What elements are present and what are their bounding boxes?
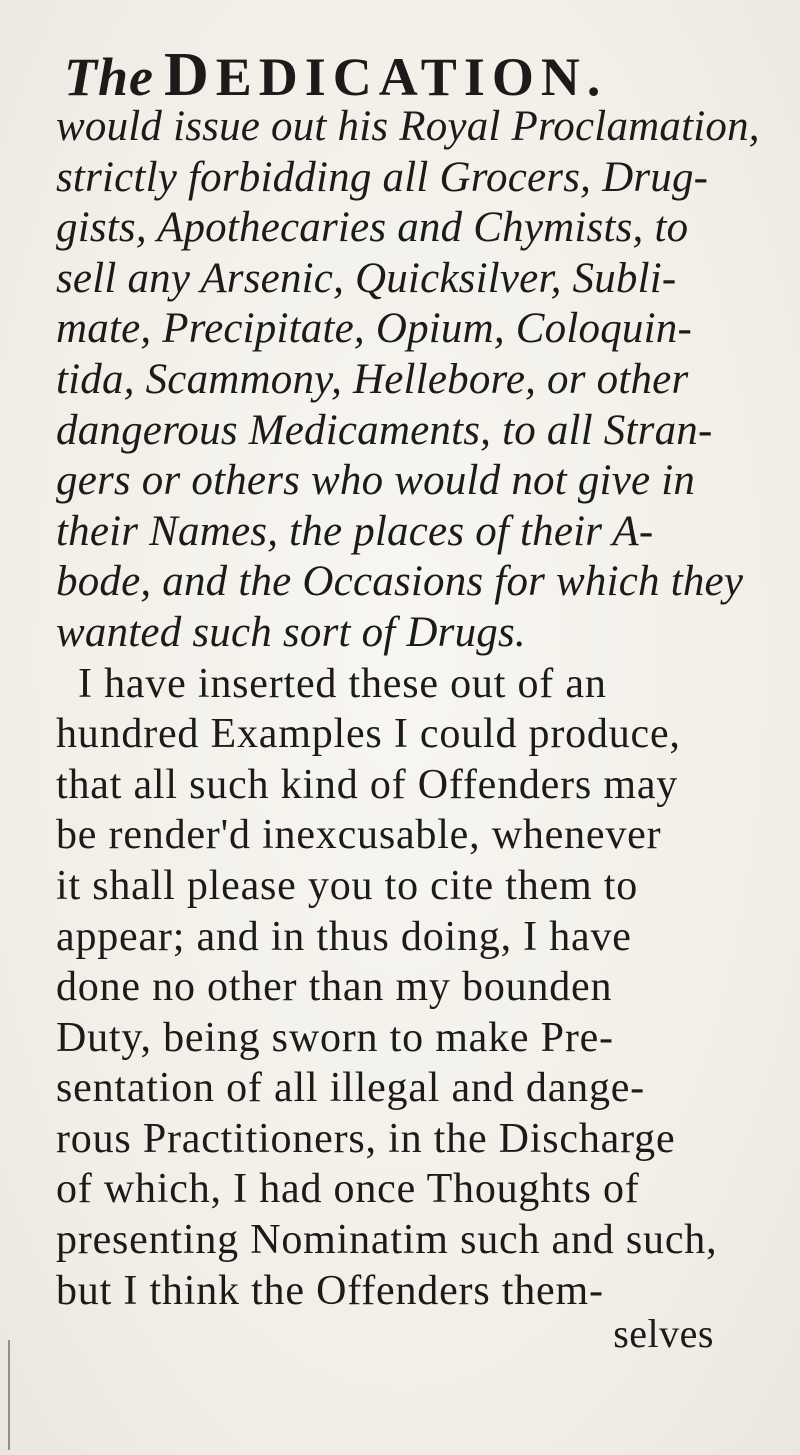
binding-edge-line	[8, 1340, 10, 1450]
text-line: of which, I had once Thoughts of	[56, 1166, 640, 1213]
text-line: their Names, the places of their A-	[56, 507, 654, 555]
text-line: Duty, being sworn to make Pre-	[56, 1014, 614, 1061]
text-line: strictly forbidding all Grocers, Drug-	[56, 153, 709, 201]
text-line: dangerous Medicaments, to all Stran-	[56, 406, 713, 454]
text-line: gists, Apothecaries and Chymists, to	[56, 204, 689, 252]
text-line: be render'd inexcusable, whenever	[56, 812, 662, 859]
text-line: done no other than my bounden	[56, 964, 613, 1011]
text-line: that all such kind of Offenders may	[56, 761, 679, 808]
text-line: sell any Arsenic, Quicksilver, Subli-	[56, 254, 677, 302]
text-line: but I think the Offenders them-	[56, 1267, 604, 1314]
catchword: selves	[613, 1311, 714, 1356]
text-line: gers or others who would not give in	[56, 457, 696, 505]
body-text	[56, 102, 760, 1316]
text-line: would issue out his Royal Proclamation,	[56, 103, 760, 150]
text-line: tida, Scammony, Hellebore, or other	[56, 355, 689, 403]
running-head-title: DEDICATION.	[164, 41, 608, 109]
text-line: rous Practitioners, in the Discharge	[56, 1115, 676, 1162]
text-line: sentation of all illegal and dange-	[56, 1065, 645, 1112]
text-line: appear; and in thus doing, I have	[56, 913, 632, 960]
text-line: it shall please you to cite them to	[56, 862, 639, 909]
text-line: mate, Precipitate, Opium, Coloquin-	[56, 305, 692, 353]
text-line: presenting Nominatim such and such,	[56, 1217, 718, 1264]
running-head-article: The	[64, 47, 154, 107]
text-line: hundred Examples I could produce,	[56, 711, 681, 758]
text-line: bode, and the Occasions for which they	[56, 558, 744, 606]
text-line: wanted such sort of Drugs.	[56, 608, 526, 656]
running-head	[64, 40, 744, 109]
text-line: I have inserted these out of an	[78, 660, 607, 707]
